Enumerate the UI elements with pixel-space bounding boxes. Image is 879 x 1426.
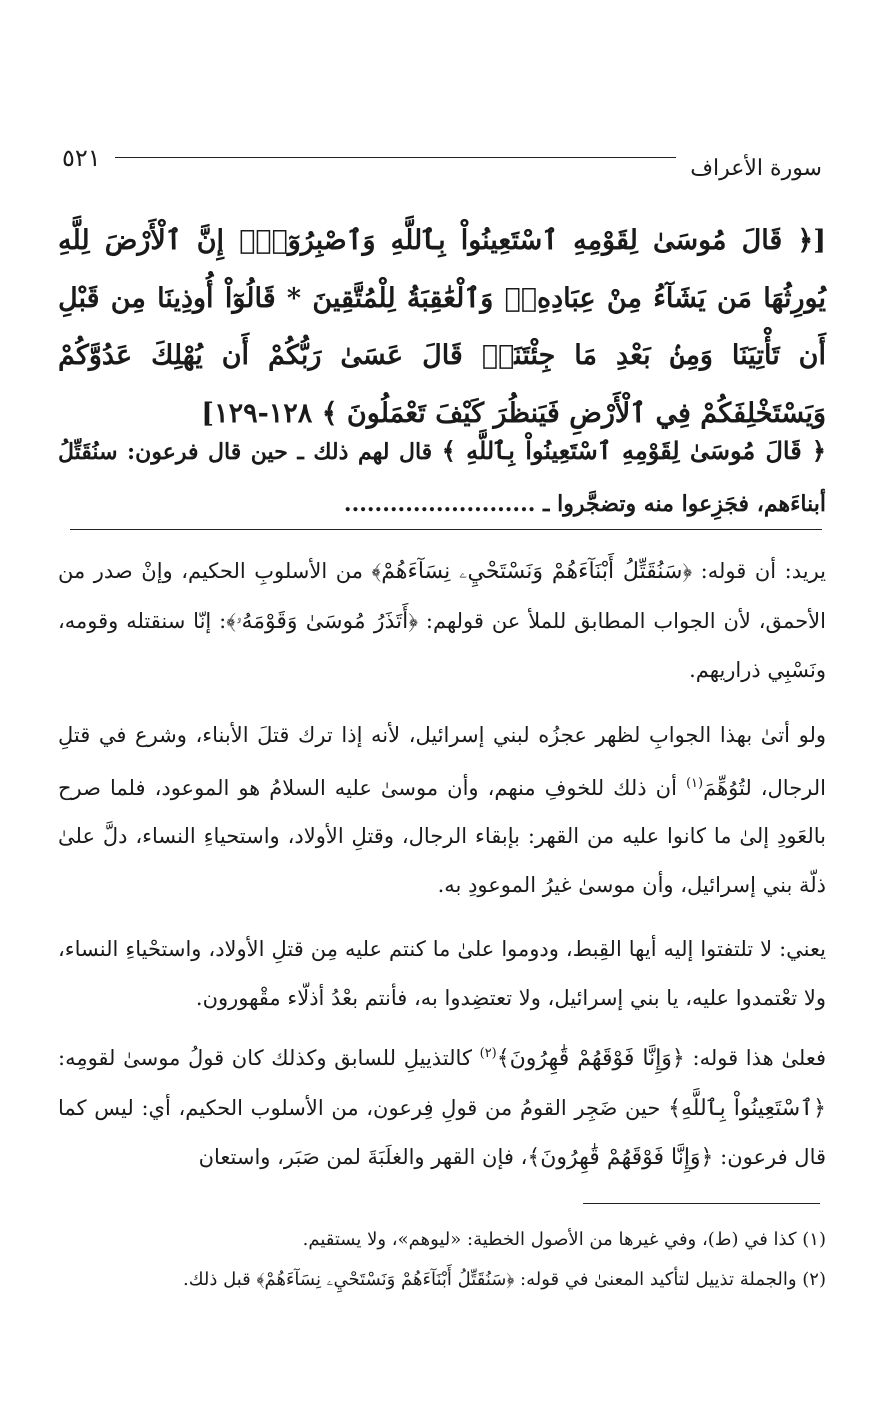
- footnote-2: (٢) والجملة تذييل لتأكيد المعنىٰ في قوله: ﴿سَنُقَتِّلُ أَبْنَآءَهُمْ وَنَسْتَحْيِۦ نِسَآءَهُمْ﴾ قبل ذلك.: [183, 1269, 826, 1290]
- quran-quote: ﴿وَإِنَّا فَوْقَهُمْ قَٰهِرُونَ﴾: [527, 1145, 714, 1170]
- footnote-rule: [583, 1203, 820, 1204]
- quran-quote: ﴿سَنُقَتِّلُ أَبْنَآءَهُمْ وَنَسْتَحْيِۦ نِسَآءَهُمْ﴾: [371, 559, 693, 584]
- footnote-marker: (١): [685, 775, 704, 791]
- sharh-paragraph-4: [58, 1030, 826, 1183]
- header-rule: [115, 157, 677, 158]
- text-run: فعلىٰ هذا قوله:: [684, 1046, 826, 1070]
- page-number: ٥٢١: [62, 144, 101, 172]
- footnote-marker: (٢): [479, 1046, 497, 1061]
- text-run: ، فإن القهر والغلَبَةَ لمن صَبَر، واستعان: [198, 1145, 528, 1169]
- text-run: ولو أتىٰ بهذا الجوابِ لظهر عجزُه لبني إسرائيل، لأنه إذا ترك قتلَ الأبناء، وشرع في قتلِ الرجال، لتُوُهِّمَ: [58, 723, 826, 800]
- footnotes: [58, 1220, 826, 1300]
- matn-quote: ﴿ قَالَ مُوسَىٰ لِقَوْمِهِ ٱسْتَعِينُواْ بِٱللَّهِ ﴾: [441, 436, 826, 465]
- quran-quote: ﴿وَإِنَّا فَوْقَهُمْ قَٰهِرُونَ﴾: [496, 1046, 685, 1071]
- footnote-1: (١) كذا في (ط)، وفي غيرها من الأصول الخطية: «ليوهم»، ولا يستقيم.: [302, 1229, 826, 1250]
- matn-body: قال لهم ذلك ـ حين قال فرعون: سنُقَتِّلُ أبناءَهم، فجَزِعوا منه وتضجَّروا ـ .........................: [58, 439, 826, 517]
- quran-quote: ﴿أَتَذَرُ مُوسَىٰ وَقَوْمَهُۥ﴾: [226, 608, 419, 634]
- text-run: أن ذلك للخوفِ منهم، وأن موسىٰ عليه السلامُ هو الموعود، فلما صرح بالعَودِ إلىٰ ما كانوا عليه من القهر: بإبقاء الرجال، وقتلِ الأولاد، واستحياءِ النساء، دلَّ علىٰ ذلّة بني إسرائيل، وأن موسىٰ غيرُ الموعودِ به.: [58, 775, 826, 897]
- text-run: : إنّا سنقتله وقومه، ونَسْبِي ذراريهم.: [58, 608, 826, 682]
- text-run: من الأسلوبِ الحكيم، وإنْ صدر من الأحمق، لأن الجواب المطابق للملأ عن قولهم:: [58, 559, 826, 633]
- text-run: يريد: أن قوله:: [692, 559, 826, 583]
- quran-verse-block: [﴿ قَالَ مُوسَىٰ لِقَوْمِهِ ٱسْتَعِينُواْ بِٱللَّهِ وَٱصْبِرُوٓاْۖ إِنَّ ٱلْأَرْضَ لِلَّهِ يُورِثُهَا مَن يَشَآءُ مِنْ عِبَادِهِۦۖ وَٱلْعَٰقِبَةُ لِلْمُتَّقِينَ * قَالُوٓاْ أُوذِينَا مِن قَبْلِ أَن تَأْتِيَنَا وَمِنۢ بَعْدِ مَا جِئْتَنَاۚ قَالَ عَسَىٰ رَبُّكُمْ أَن يُهْلِكَ عَدُوَّكُمْ وَيَسْتَخْلِفَكُمْ فِي ٱلْأَرْضِ فَيَنظُرَ كَيْفَ تَعْمَلُونَ ﴾ ١٢٨-١٢٩]: [58, 225, 826, 429]
- text-run: يعني: لا تلتفتوا إليه أيها القِبط، ودوموا علىٰ ما كنتم عليه مِن قتلِ الأولاد، واستحْياءِ النساء، ولا تعْتمدوا عليه، يا بني إسرائيل، ولا تعتضِدوا به، فأنتم بعْدُ أذلّاء مقْهورون.: [58, 937, 826, 1010]
- surah-title: سورة الأعراف: [690, 156, 822, 181]
- sharh-paragraph-3: [58, 925, 826, 1022]
- sharh-paragraph-1: [58, 547, 826, 695]
- matn-text: [58, 425, 826, 530]
- running-header: [62, 130, 822, 180]
- quran-quote: ﴿ٱسْتَعِينُواْ بِٱللَّهِ﴾: [668, 1095, 826, 1121]
- matn-divider: [70, 529, 822, 530]
- text-run: حين ضَجِر القومُ من قولِ فِرعون، من الأسلوب الحكيم، أي: ليس كما قال فرعون:: [58, 1095, 826, 1169]
- text-run: كالتذييلِ للسابق وكذلك كان قولُ موسىٰ لقومِه:: [58, 1046, 480, 1070]
- sharh-paragraph-2: [58, 711, 826, 909]
